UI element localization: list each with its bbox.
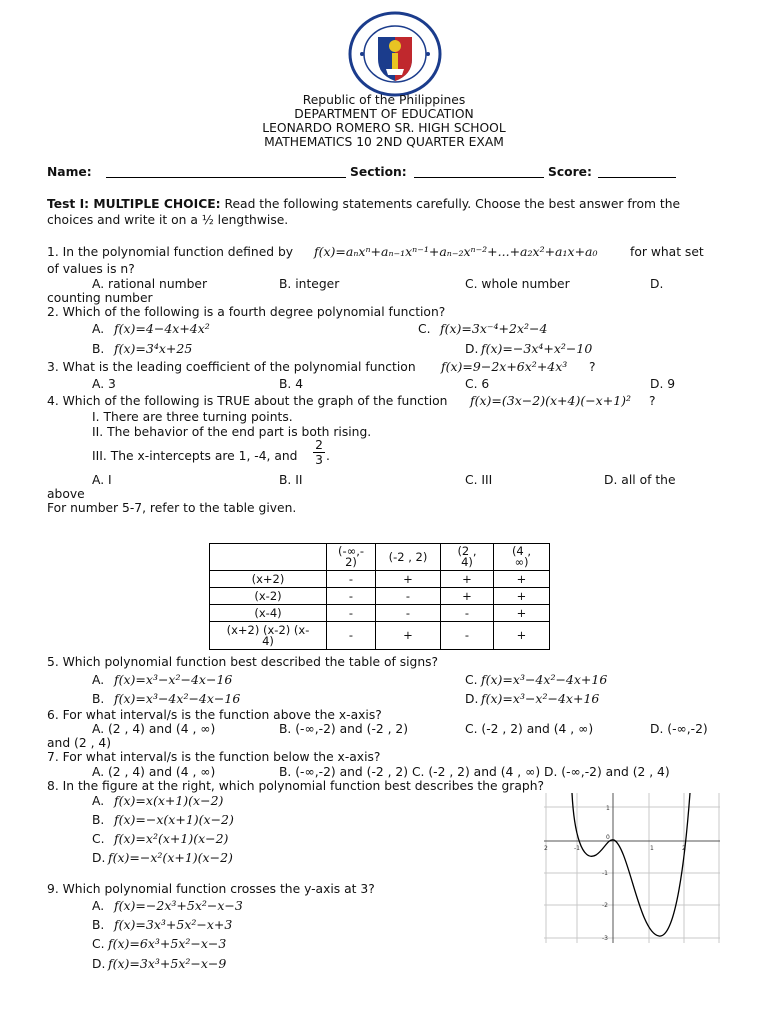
- q5-choice-a-formula: f(x)=x³−x²−4x−16: [114, 672, 233, 687]
- q3-choice-a: A. 3: [92, 377, 116, 391]
- q2-choice-c-formula: f(x)=3x⁻⁴+2x²−4: [440, 321, 548, 336]
- sign-table-row-head: (x-4): [210, 605, 327, 622]
- q2-choice-d: D.: [465, 342, 479, 356]
- q4-qmark: ?: [649, 394, 656, 408]
- graph-x-label: 2: [544, 845, 548, 852]
- q8-choice-c-formula: f(x)=x²(x+1)(x−2): [114, 831, 229, 846]
- q1-text: 1. In the polynomial function defined by: [47, 245, 294, 259]
- table-row: [210, 622, 550, 650]
- q3-text: 3. What is the leading coefficient of the polynomial function: [47, 360, 416, 374]
- q6-choice-a: A. (2 , 4) and (4 , ∞): [92, 722, 216, 736]
- sign-table-col-head: (-∞,- 2): [327, 544, 376, 571]
- q4-text: 4. Which of the following is TRUE about the graph of the function: [47, 394, 448, 408]
- graph-y-label: -1: [602, 870, 608, 877]
- q2-choice-a: A.: [92, 322, 105, 336]
- table-row: [210, 588, 550, 605]
- q4-fraction-numerator: 2: [313, 439, 325, 453]
- sign-cell: +: [376, 571, 441, 588]
- q4-statement-i: I. There are three turning points.: [92, 410, 293, 424]
- name-label: Name:: [47, 165, 92, 179]
- sign-cell: +: [376, 622, 441, 650]
- sign-table-col-head: (4 , ∞): [494, 544, 550, 571]
- sign-cell: -: [441, 622, 494, 650]
- q1-choice-b: B. integer: [279, 277, 340, 291]
- q7-text: 7. For what interval/s is the function below the x-axis?: [47, 750, 381, 764]
- q8-choice-b: B.: [92, 813, 105, 827]
- q8-choice-b-formula: f(x)=−x(x+1)(x−2): [114, 812, 234, 827]
- q9-choice-a-formula: f(x)=−2x³+5x²−x−3: [114, 898, 243, 913]
- q8-choice-a: A.: [92, 794, 105, 808]
- q5-choice-d: D.: [465, 692, 479, 706]
- sign-table-row-head: (x-2): [210, 588, 327, 605]
- q1-choice-d: D.: [650, 277, 664, 291]
- instruction-line2: choices and write it on a ½ lengthwise.: [47, 213, 289, 227]
- graph-y-label: -3: [602, 935, 608, 942]
- q2-text: 2. Which of the following is a fourth degree polynomial function?: [47, 305, 446, 319]
- instruction-line1: Read the following statements carefully. Choose the best answer from the: [220, 197, 681, 211]
- q8-choice-d-formula: f(x)=−x²(x+1)(x−2): [108, 850, 233, 865]
- sign-cell: +: [494, 588, 550, 605]
- table-intro: For number 5-7, refer to the table given.: [47, 501, 297, 515]
- q9-choice-c: C.: [92, 937, 105, 951]
- q4-choice-b: B. II: [279, 473, 303, 487]
- q9-choice-a: A.: [92, 899, 105, 913]
- q2-choice-b: B.: [92, 342, 105, 356]
- q3-formula: f(x)=9−2x+6x²+4x³: [441, 359, 568, 374]
- q4-fraction-denominator: 3: [315, 453, 323, 467]
- q6-choice-d-cont: and (2 , 4): [47, 736, 112, 750]
- table-row: [210, 605, 550, 622]
- q1-text2: for what set: [630, 245, 704, 259]
- graph-y-label: 1: [606, 805, 610, 812]
- q5-choice-c-formula: f(x)=x³−4x²−4x+16: [481, 672, 608, 687]
- q2-choice-a-formula: f(x)=4−4x+4x²: [114, 321, 210, 336]
- q4-choice-c: C. III: [465, 473, 493, 487]
- q3-choice-c: C. 6: [465, 377, 490, 391]
- sign-table-col-head: (-2 , 2): [376, 544, 441, 571]
- sign-table-corner: [210, 544, 327, 571]
- q5-choice-c: C.: [465, 673, 478, 687]
- header-exam: MATHEMATICS 10 2ND QUARTER EXAM: [264, 135, 504, 149]
- sign-table: [209, 543, 550, 650]
- q8-choice-d: D.: [92, 851, 106, 865]
- test-instructions: [47, 197, 680, 211]
- q9-choice-c-formula: f(x)=6x³+5x²−x−3: [108, 936, 227, 951]
- table-row: [210, 571, 550, 588]
- q9-choice-b: B.: [92, 918, 105, 932]
- deped-seal-logo: [348, 11, 442, 97]
- q9-choice-b-formula: f(x)=3x³+5x²−x+3: [114, 917, 233, 932]
- sign-cell: -: [327, 622, 376, 650]
- header-republic: Republic of the Philippines: [302, 93, 466, 107]
- sign-cell: +: [441, 571, 494, 588]
- sign-cell: -: [441, 605, 494, 622]
- sign-cell: +: [494, 571, 550, 588]
- sign-cell: +: [441, 588, 494, 605]
- graph-x-label: 2: [682, 845, 686, 852]
- q8-text: 8. In the figure at the right, which polynomial function best describes the graph?: [47, 779, 545, 793]
- test-title: Test I: MULTIPLE CHOICE:: [47, 197, 221, 211]
- q7-choices-bcd: B. (-∞,-2) and (-2 , 2) C. (-2 , 2) and (4 , ∞) D. (-∞,-2) and (2 , 4): [279, 765, 670, 779]
- q5-choice-b-formula: f(x)=x³−4x²−4x−16: [114, 691, 241, 706]
- sign-cell: -: [327, 588, 376, 605]
- name-field[interactable]: [106, 165, 346, 178]
- q9-choice-d-formula: f(x)=3x³+5x²−x−9: [108, 956, 227, 971]
- q5-choice-d-formula: f(x)=x³−x²−4x+16: [481, 691, 600, 706]
- q6-text: 6. For what interval/s is the function above the x-axis?: [47, 708, 382, 722]
- graph-x-label: 1: [650, 845, 654, 852]
- score-field[interactable]: [598, 165, 676, 178]
- q5-choice-a: A.: [92, 673, 105, 687]
- sign-table-header-row: [210, 544, 550, 571]
- q6-choice-c: C. (-2 , 2) and (4 , ∞): [465, 722, 594, 736]
- score-label: Score:: [548, 165, 592, 179]
- q4-choice-d: D. all of the: [604, 473, 676, 487]
- graph-y-label: 0: [606, 834, 610, 841]
- q3-choice-d: D. 9: [650, 377, 676, 391]
- sign-cell: -: [376, 605, 441, 622]
- q1-choice-c: C. whole number: [465, 277, 570, 291]
- section-label: Section:: [350, 165, 407, 179]
- q5-text: 5. Which polynomial function best described the table of signs?: [47, 655, 439, 669]
- q4-statement-iii: III. The x-intercepts are 1, -4, and: [92, 449, 298, 463]
- graph-y-label: -2: [602, 902, 608, 909]
- q4-choice-a: A. I: [92, 473, 112, 487]
- q8-graph: [544, 793, 720, 943]
- q1-choice-a: A. rational number: [92, 277, 208, 291]
- q4-choice-d-cont: above: [47, 487, 85, 501]
- q1-choice-d-cont: counting number: [47, 291, 153, 305]
- q3-choice-b: B. 4: [279, 377, 304, 391]
- sign-table-row-head: (x+2) (x-2) (x- 4): [210, 622, 327, 650]
- q1-formula: f(x)=aₙxⁿ+aₙ₋₁xⁿ⁻¹+aₙ₋₂xⁿ⁻²+...+a₂x²+a₁x+a₀: [314, 244, 598, 259]
- sign-table-row-head: (x+2): [210, 571, 327, 588]
- sign-table-col-head: (2 , 4): [441, 544, 494, 571]
- q4-statement-ii: II. The behavior of the end part is both rising.: [92, 425, 372, 439]
- q2-choice-b-formula: f(x)=3⁴x+25: [114, 341, 193, 356]
- q6-choice-b: B. (-∞,-2) and (-2 , 2): [279, 722, 409, 736]
- q4-formula: f(x)=(3x−2)(x+4)(−x+1)²: [470, 393, 632, 408]
- sign-cell: -: [327, 571, 376, 588]
- q2-choice-c: C.: [418, 322, 431, 336]
- sign-cell: +: [494, 622, 550, 650]
- graph-x-label: -1: [574, 845, 580, 852]
- header-department: DEPARTMENT OF EDUCATION: [294, 107, 474, 121]
- header-school: LEONARDO ROMERO SR. HIGH SCHOOL: [262, 121, 506, 135]
- q1-text3: of values is n?: [47, 262, 135, 276]
- q2-choice-d-formula: f(x)=−3x⁴+x²−10: [481, 341, 593, 356]
- q6-choice-d: D. (-∞,-2): [650, 722, 708, 736]
- section-field[interactable]: [414, 165, 544, 178]
- q5-choice-b: B.: [92, 692, 105, 706]
- q9-choice-d: D.: [92, 957, 106, 971]
- q3-qmark: ?: [589, 360, 596, 374]
- q7-choice-a: A. (2 , 4) and (4 , ∞): [92, 765, 216, 779]
- sign-cell: -: [327, 605, 376, 622]
- q8-choice-c: C.: [92, 832, 105, 846]
- sign-cell: -: [376, 588, 441, 605]
- sign-cell: +: [494, 605, 550, 622]
- q9-text: 9. Which polynomial function crosses the y-axis at 3?: [47, 882, 375, 896]
- q4-period: .: [326, 449, 330, 463]
- q8-choice-a-formula: f(x)=x(x+1)(x−2): [114, 793, 224, 808]
